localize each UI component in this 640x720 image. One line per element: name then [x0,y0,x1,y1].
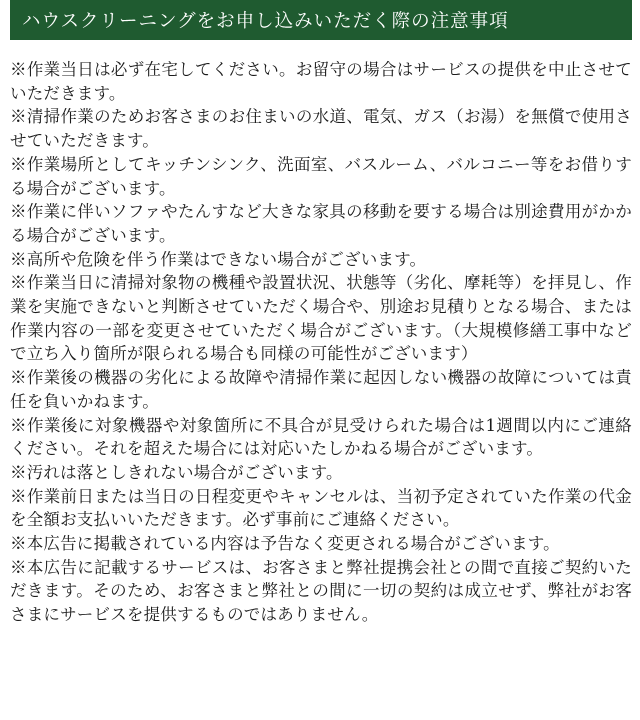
notice-header [10,0,632,40]
note-item: ※作業後に対象機器や対象箇所に不具合が見受けられた場合は1週間以内にご連絡ください。それを超えた場合には対応いたしかねる場合がございます。 [10,415,632,459]
note-item: ※清掃作業のためお客さまのお住まいの水道、電気、ガス（お湯）を無償で使用させていただきます。 [10,107,632,151]
page-title: ハウスクリーニングをお申し込みいただく際の注意事項 [22,11,509,32]
notes-list [10,58,632,627]
note-item: ※作業当日は必ず在宅してください。お留守の場合はサービスの提供を中止させていただきます。 [10,60,632,103]
note-item: ※作業当日に清掃対象物の機種や設置状況、状態等（劣化、摩耗等）を拝見し、作業を実施できないと判断させていただく場合や、別途お見積りとなる場合、または作業内容の一部を変更させていただく場合がございます。（大規模修繕工事中などで立ち入り箇所が限られる場合も同様の可能性がございます） [10,273,632,364]
note-item: ※作業に伴いソファやたんすなど大きな家具の移動を要する場合は別途費用がかかる場合がございます。 [10,202,632,245]
note-item: ※本広告に掲載されている内容は予告なく変更される場合がございます。 [10,534,560,554]
note-item: ※作業後の機器の劣化による故障や清掃作業に起因しない機器の故障については責任を負いかねます。 [10,368,632,411]
note-item: ※本広告に記載するサービスは、お客さまと弊社提携会社との間で直接ご契約いただきます。そのため、お客さまと弊社との間に一切の契約は成立せず、弊社がお客さまにサービスを提供するものではありません。 [10,557,632,625]
note-item: ※作業前日または当日の日程変更やキャンセルは、当初予定されていた作業の代金を全額お支払いいただきます。必ず事前にご連絡ください。 [10,486,632,530]
note-item: ※汚れは落としきれない場合がございます。 [10,462,343,482]
note-item: ※作業場所としてキッチンシンク、洗面室、バスルーム、バルコニー等をお借りする場合がございます。 [10,154,632,198]
note-item: ※高所や危険を伴う作業はできない場合がございます。 [10,249,427,269]
